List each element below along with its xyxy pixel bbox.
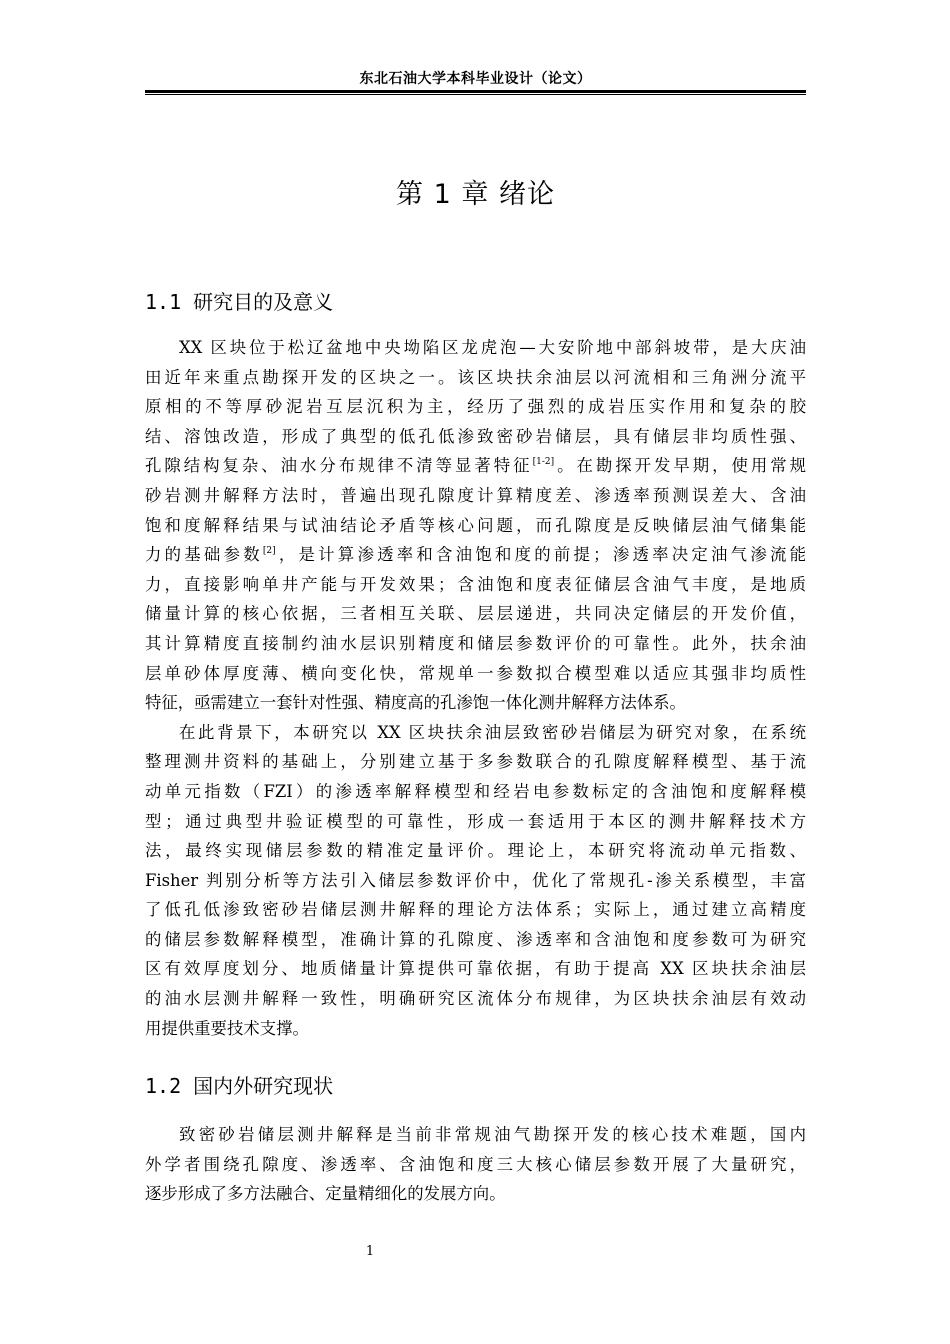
paragraph-line: 动单元指数（FZI）的渗透率解释模型和经岩电参数标定的含油饱和度解释模 xyxy=(145,781,806,801)
paragraph-line: 整理测井资料的基础上，分别建立基于多参数联合的孔隙度解释模型、基于流 xyxy=(145,752,806,772)
section-1-2-body xyxy=(145,1120,806,1209)
paragraph-line: 的储层参数解释模型，准确计算的孔隙度、渗透率和含油饱和度参数可为研究 xyxy=(145,929,806,949)
paragraph-line: 砂岩测井解释方法时，普遍出现孔隙度计算精度差、渗透率预测误差大、含油 xyxy=(145,485,806,505)
page-number: 1 xyxy=(365,1244,375,1259)
paragraph-line: 结、溶蚀改造，形成了典型的低孔低渗致密砂岩储层，具有储层非均质性强、 xyxy=(145,426,806,446)
paragraph-line: Fisher 判别分析等方法引入储层参数评价中，优化了常规孔-渗关系模型，丰富 xyxy=(145,870,806,890)
section-heading-1-2 xyxy=(145,1070,333,1099)
paragraph-line: 外学者围绕孔隙度、渗透率、含油饱和度三大核心储层参数开展了大量研究， xyxy=(145,1154,806,1174)
paragraph-line: 在此背景下，本研究以 XX 区块扶余油层致密砂岩储层为研究对象，在系统 xyxy=(179,722,806,742)
section-number: 1.1 xyxy=(145,290,182,314)
paragraph-line: 致密砂岩储层测井解释是当前非常规油气勘探开发的核心技术难题，国内 xyxy=(179,1125,806,1144)
section-title: 国内外研究现状 xyxy=(193,1074,334,1098)
paragraph-line: 原相的不等厚砂泥岩互层沉积为主，经历了强烈的成岩压实作用和复杂的胶 xyxy=(145,397,806,417)
paragraph-line: 逐步形成了多方法融合、定量精细化的发展方向。 xyxy=(145,1184,506,1204)
paragraph-line xyxy=(145,451,806,481)
paragraph-line: 力，直接影响单井产能与开发效果；含油饱和度表征储层含油气丰度，是地质 xyxy=(145,574,806,594)
header-rule xyxy=(145,90,806,95)
citation: [1-2] xyxy=(532,457,555,468)
section-number: 1.2 xyxy=(145,1074,182,1098)
paragraph-line: 型；通过典型井验证模型的可靠性，形成一套适用于本区的测井解释技术方 xyxy=(145,811,806,831)
paragraph-line: 层单砂体厚度薄、横向变化快，常规单一参数拟合模型难以适应其强非均质性 xyxy=(145,663,806,683)
chapter-title: 第 1 章 绪论 xyxy=(396,179,555,210)
section-heading-1-1 xyxy=(145,286,333,315)
paragraph-line: 了低孔低渗致密砂岩储层测井解释的理论方法体系；实际上，通过建立高精度 xyxy=(145,900,806,920)
section-title: 研究目的及意义 xyxy=(193,290,334,314)
section-1-1-body xyxy=(145,333,806,1043)
citation: [2] xyxy=(262,546,276,557)
paragraph-line: 用提供重要技术支撑。 xyxy=(145,1018,309,1038)
paragraph-line xyxy=(145,540,806,570)
paragraph-line: 其计算精度直接制约油水层识别精度和储层参数评价的可靠性。此外，扶余油 xyxy=(145,633,806,653)
text-run: 力的基础参数 xyxy=(145,545,263,565)
paragraph-line: 的油水层测井解释一致性，明确研究区流体分布规律，为区块扶余油层有效动 xyxy=(145,989,806,1009)
paragraph-line: 区有效厚度划分、地质储量计算提供可靠依据，有助于提高 XX 区块扶余油层 xyxy=(145,959,806,979)
paragraph-line: 饱和度解释结果与试油结论矛盾等核心问题，而孔隙度是反映储层油气储集能 xyxy=(145,515,806,535)
paragraph-line: 田近年来重点勘探开发的区块之一。该区块扶余油层以河流相和三角洲分流平 xyxy=(145,367,806,387)
paragraph-line: XX 区块位于松辽盆地中央坳陷区龙虎泡—大安阶地中部斜坡带，是大庆油 xyxy=(179,338,806,357)
running-header: 东北石油大学本科毕业设计（论文） xyxy=(359,71,592,87)
text-run: ，是计算渗透率和含油饱和度的前提；渗透率决定油气渗流能 xyxy=(275,545,807,565)
paragraph-line: 特征，亟需建立一套针对性强、精度高的孔渗饱一体化测井解释方法体系。 xyxy=(145,693,686,713)
paragraph-line: 法，最终实现储层参数的精准定量评价。理论上，本研究将流动单元指数、 xyxy=(145,841,806,861)
text-run: 。在勘探开发早期，使用常规 xyxy=(554,456,807,476)
paragraph-line: 储量计算的核心依据，三者相互关联、层层递进，共同决定储层的开发价值， xyxy=(145,604,806,624)
text-run: 孔隙结构复杂、油水分布规律不清等显著特征 xyxy=(145,456,533,476)
